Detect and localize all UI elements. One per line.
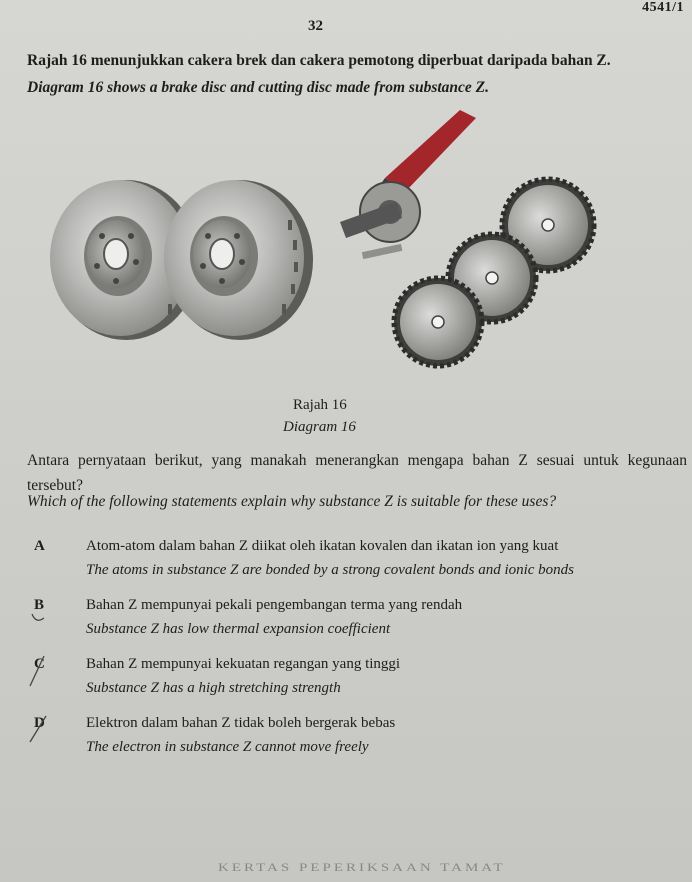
intro-english: Diagram 16 shows a brake disc and cutting disc made from substance Z. (27, 79, 490, 96)
option-d-english: The electron in substance Z cannot move freely (86, 739, 369, 755)
option-d-letter[interactable]: D (34, 715, 45, 731)
option-c-english: Substance Z has a high stretching strength (86, 680, 341, 696)
option-b-english: Substance Z has low thermal expansion coefficient (86, 621, 391, 637)
pencil-marks (0, 590, 80, 750)
option-a-english: The atoms in substance Z are bonded by a strong covalent bonds and ionic bonds (86, 562, 575, 578)
page-number: 32 (308, 18, 323, 34)
figure-caption-english: Diagram 16 (283, 419, 356, 435)
footer-text: KERTAS PEPERIKSAAN TAMAT (218, 862, 506, 874)
option-c-malay: Bahan Z mempunyai kekuatan regangan yang tinggi (86, 656, 401, 672)
option-b-letter[interactable]: B (34, 597, 45, 613)
question-english: Which of the following statements explain why substance Z is suitable for these uses? (27, 493, 557, 510)
option-c-letter[interactable]: C (34, 656, 45, 672)
option-a-malay: Atom-atom dalam bahan Z diikat oleh ikatan kovalen dan ikatan ion yang kuat (86, 538, 559, 554)
option-a-letter[interactable]: A (34, 538, 45, 554)
angle-grinder-icon (340, 110, 476, 259)
figure-caption-malay: Rajah 16 (293, 397, 347, 413)
paper-code: 4541/1 (642, 0, 684, 15)
intro-malay: Rajah 16 menunjukkan cakera brek dan cakera pemotong diperbuat daripada bahan Z. (27, 52, 611, 69)
option-d-malay: Elektron dalam bahan Z tidak boleh bergerak bebas (86, 715, 396, 731)
question-malay: Antara pernyataan berikut, yang manakah menerangkan mengapa bahan Z sesuai untuk kegunaan tersebut? (27, 452, 687, 494)
option-b-malay: Bahan Z mempunyai pekali pengembangan terma yang rendah (86, 597, 463, 613)
brake-disc-icon (164, 180, 313, 340)
diagram-16-figure (40, 110, 640, 390)
cutting-disc-icon (394, 278, 482, 366)
